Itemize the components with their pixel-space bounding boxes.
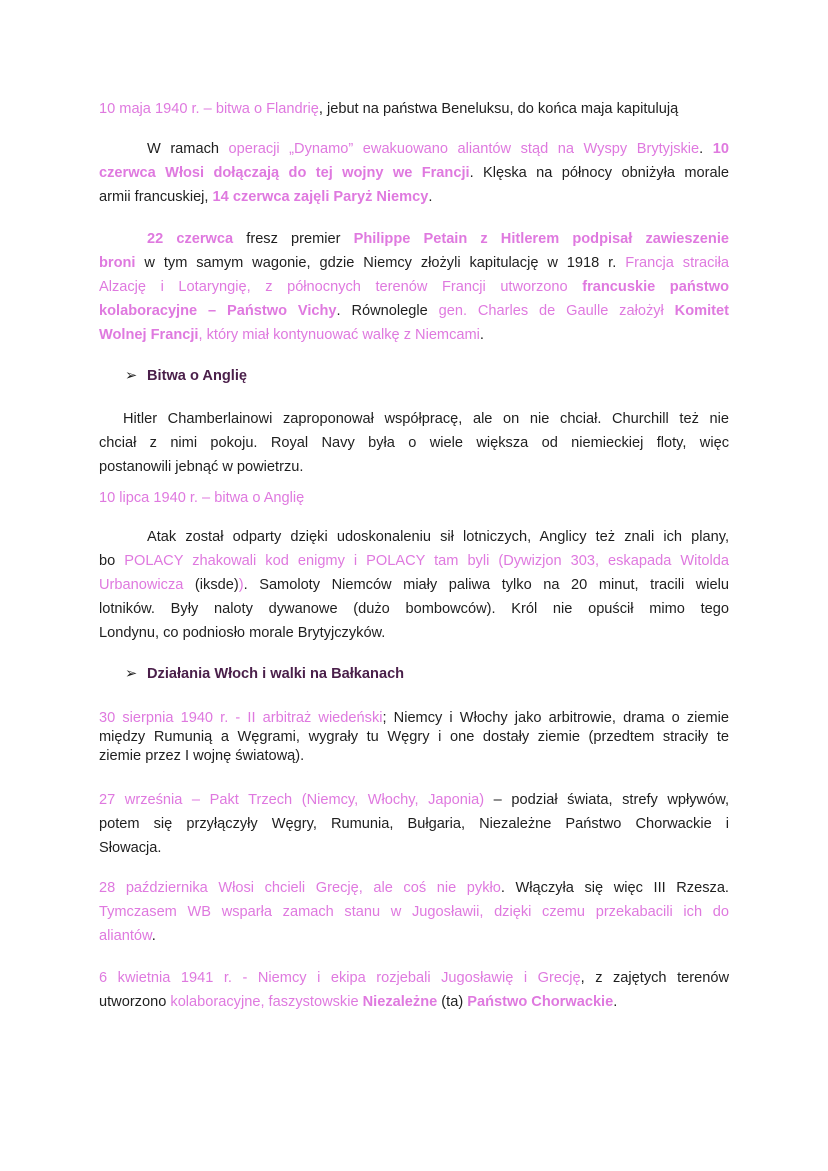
highlight-text: Francja straciła (625, 255, 729, 271)
text-span: (iksde) (183, 577, 239, 593)
text-span: ; Niemcy i Włochy jako arbitrowie, drama o ziemie (382, 710, 729, 726)
text-line (147, 528, 729, 546)
text-span: . (613, 994, 618, 1010)
text-span: – podział świata, strefy wpływów, (484, 792, 729, 808)
arrow-bullet-icon: ➢ (125, 666, 138, 682)
text-span: lotników. Były naloty dywanowe (dużo bombowców). Król nie opuścił mimo tego (99, 601, 729, 617)
section-heading-dzialania-wloch (125, 665, 404, 683)
text-line (99, 839, 161, 857)
highlight-bold: Państwo Chorwackie (467, 994, 614, 1010)
highlight-text: Alzację i Lotaryngię, z północnych terenów Francji utworzono (99, 279, 583, 295)
highlight-text: aliantów (99, 928, 152, 944)
heading-title: Bitwa o Anglię (147, 368, 247, 384)
highlight-bold: 14 czerwca zajęli Paryż Niemcy (212, 189, 429, 205)
text-span: . (479, 327, 484, 343)
text-span: . (151, 928, 156, 944)
text-line (147, 230, 729, 248)
text-span: Atak został odparty dzięki udoskonaleniu sił lotniczych, Anglicy też znali ich plany, (147, 529, 729, 545)
highlight-text: Tymczasem WB wsparła zamach stanu w Jugosławii, dzięki czemu przekabacili ich do (99, 904, 729, 920)
text-span: . Klęska na północy obniżyła morale (469, 165, 729, 181)
text-line (99, 747, 304, 765)
text-span: ziemie przez I wojnę światową). (99, 748, 305, 764)
highlight-bold: Niezależne (362, 994, 438, 1010)
text-span: Słowacja. (99, 840, 162, 856)
highlight-date: 27 września – Pakt Trzech (Niemcy, Włochy, Japonia) (99, 792, 485, 808)
text-span: bo (99, 553, 125, 569)
highlight-text: kolaboracyjne, faszystowskie (170, 994, 363, 1010)
text-span: W ramach (147, 141, 229, 157)
arrow-bullet-icon: ➢ (125, 368, 138, 384)
text-line (99, 791, 729, 809)
text-line (99, 815, 729, 833)
text-line (99, 164, 729, 182)
text-line (99, 993, 617, 1011)
text-span: utworzono (99, 994, 171, 1010)
highlight-bold: Komitet (674, 303, 729, 319)
text-span: . (428, 189, 433, 205)
text-line (147, 140, 729, 158)
text-line (99, 254, 729, 272)
text-line (123, 410, 729, 428)
highlight-bold: francuskie państwo (582, 279, 729, 295)
heading-title: Działania Włoch i walki na Bałkanach (147, 666, 405, 682)
highlight-bold: kolaboracyjne – Państwo Vichy (99, 303, 337, 319)
text-span: . Samoloty Niemców miały paliwa tylko na 20 minut, tracili wielu (243, 577, 730, 593)
highlight-date: 28 października Włosi chcieli Grecję, ale coś nie pykło (99, 880, 501, 896)
highlight-bold: broni (99, 255, 136, 271)
text-line (99, 188, 432, 206)
highlight-bold: 22 czerwca (147, 231, 234, 247)
text-span: między Rumunią a Węgrami, wygrały tu Węgry i one dostały ziemie (przedtem straciły te (99, 729, 729, 745)
text-line (99, 600, 729, 618)
highlight-bold: Wolnej Francji (99, 327, 199, 343)
text-span: . Równolegle (336, 303, 439, 319)
text-line (99, 728, 729, 746)
text-span: . Włączyła się więc III Rzesza. (500, 880, 729, 896)
text-line (99, 709, 729, 727)
text-span: chciał z nimi pokoju. Royal Navy była o wiele większa od niemieckiej floty, więc (99, 435, 729, 451)
text-line (99, 903, 729, 921)
highlight-date: 10 lipca 1940 r. – bitwa o Anglię (99, 490, 305, 506)
text-line (99, 489, 304, 507)
text-line (99, 278, 729, 296)
highlight-bold: 10 (712, 141, 729, 157)
text-span: fresz premier (233, 231, 354, 247)
text-line (99, 927, 156, 945)
highlight-date: 6 kwietnia 1941 r. - Niemcy i ekipa rozjebali Jugosławię i Grecję (99, 970, 581, 986)
highlight-text: POLACY zhakowali kod enigmy i POLACY tam byli (Dywizjon 303, eskapada Witolda (124, 553, 729, 569)
text-line (99, 458, 303, 476)
highlight-text: , który miał kontynuować walkę z Niemcami (198, 327, 480, 343)
text-line (99, 552, 729, 570)
text-span: armii francuskiej, (99, 189, 213, 205)
text-span: Hitler Chamberlainowi zaproponował współpracę, ale on nie chciał. Churchill też nie (123, 411, 729, 427)
highlight-text: Urbanowicza (99, 577, 184, 593)
text-line (99, 302, 729, 320)
text-line (99, 576, 729, 594)
text-line (99, 434, 729, 452)
highlight-bold: Philippe Petain z Hitlerem podpisał zawieszenie (353, 231, 729, 247)
highlight-bold: czerwca Włosi dołączają do tej wojny we Francji (99, 165, 470, 181)
text-span: , z zajętych terenów (580, 970, 729, 986)
text-span: Londynu, co podniosło morale Brytyjczyków. (99, 625, 386, 641)
text-span: postanowili jebnąć w powietrzu. (99, 459, 304, 475)
text-line (99, 969, 729, 987)
text-span: , jebut na państwa Beneluksu, do końca maja kapitulują (318, 101, 679, 117)
highlight-date: 10 maja 1940 r. – bitwa o Flandrię (99, 101, 319, 117)
text-line (99, 326, 484, 344)
text-span: (ta) (437, 994, 468, 1010)
text-line (99, 100, 678, 118)
text-span: potem się przyłączyły Węgry, Rumunia, Bułgaria, Niezależne Państwo Chorwackie i (99, 816, 729, 832)
section-heading-bitwa-o-anglie (125, 367, 247, 385)
highlight-text: gen. Charles de Gaulle założył (438, 303, 675, 319)
text-line (99, 879, 729, 897)
highlight-text: ) (238, 577, 244, 593)
text-span: . (699, 141, 713, 157)
highlight-date: 30 sierpnia 1940 r. - II arbitraż wiedeński (99, 710, 383, 726)
text-span: w tym samym wagonie, gdzie Niemcy złożyli kapitulację w 1918 r. (135, 255, 626, 271)
text-line (99, 624, 385, 642)
highlight-text: operacji „Dynamo” ewakuowano aliantów stąd na Wyspy Brytyjskie (228, 141, 700, 157)
